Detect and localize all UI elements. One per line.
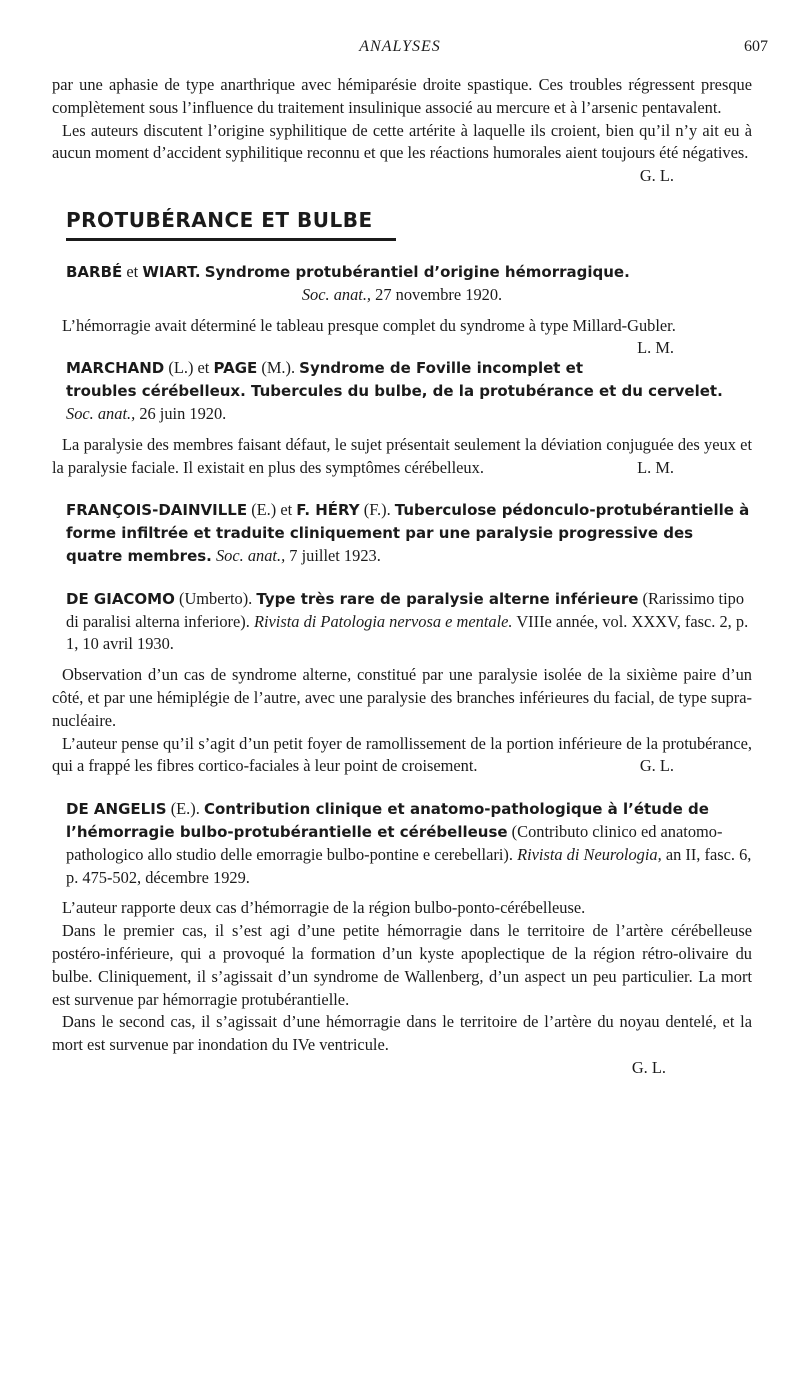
entry-authors: MARCHAND bbox=[66, 359, 165, 378]
entry-authors-2: F. HÉRY bbox=[296, 501, 360, 520]
entry-authors-initial: (L.) bbox=[168, 358, 194, 378]
entry-signature: G. L. bbox=[639, 756, 674, 776]
entry-reference-line bbox=[52, 284, 752, 307]
entry-date: an II, fasc. 6, p. 475-502, décembre 1929. bbox=[66, 844, 752, 887]
running-title: ANALYSES bbox=[359, 38, 441, 55]
entry-heading bbox=[66, 261, 752, 284]
entry-authors: FRANÇOIS-DAINVILLE bbox=[66, 501, 248, 520]
entry-body-1: Observation d’un cas de syndrome alterne, constitué par une paralysie isolée de la sixième paire d’un côté, et par une hémiplégie de l’autre, avec une paralysie des branches inférieures du facial, de type supra-nucléaire. bbox=[52, 665, 752, 730]
entry-heading bbox=[66, 588, 752, 656]
entry-date: 26 juin 1920. bbox=[139, 403, 227, 423]
entry-body bbox=[52, 315, 752, 358]
entry-reference: Rivista di Patologia nervosa e mentale. bbox=[253, 611, 513, 631]
entry-et: et bbox=[126, 261, 139, 281]
entry-authors-2-initial: (M.). bbox=[261, 358, 296, 378]
entry-reference: Rivista di Neurologia, bbox=[517, 844, 662, 864]
intro-signature: G. L. bbox=[639, 166, 674, 186]
entry-body-2: Dans le premier cas, il s’est agi d’une petite hémorragie dans le territoire de l’artère cérébelleuse postéro-inférieure, qui a provoqué la formation d’un kyste apoplectique de la région rétro-olivaire du bulbe. Cliniquement, il s’agissait d’un syndrome de Wallenberg, d’un aspect un peu particulier. La mort est survenue par hémorragie protubérantielle. bbox=[52, 921, 752, 1009]
entry-authors: DE GIACOMO bbox=[66, 589, 175, 608]
entry-signature: L. M. bbox=[637, 338, 674, 358]
entry-body-3: Dans le second cas, il s’agissait d’une hémorragie dans le territoire de l’artère du noyau dentelé, et la mort est survenue par inondation du IVe ventricule. bbox=[52, 1012, 752, 1055]
intro-paragraph-2 bbox=[52, 120, 752, 186]
entry-body-2-text: L’auteur pense qu’il s’agit d’un petit foyer de ramollissement de la portion inférieure de la protubérance, qui a frappé les fibres cortico-faciales à leur point de croisement. bbox=[52, 733, 752, 776]
entry-body-text: La paralysie des membres faisant défaut, le sujet présentait seulement la déviation conjuguée des yeux et la paralysie faciale. Il existait en plus des symptômes cérébelleux. bbox=[52, 434, 752, 477]
entry-francois-dainville-hery bbox=[52, 499, 752, 567]
entry-reference: Soc. anat., bbox=[215, 545, 286, 565]
entry-authors: DE ANGELIS bbox=[66, 800, 167, 819]
entry-barbe-wiart bbox=[52, 261, 752, 358]
entry-de-angelis bbox=[52, 798, 752, 1080]
entry-authors-2: PAGE bbox=[213, 359, 258, 378]
entry-date: 27 novembre 1920. bbox=[375, 284, 503, 304]
section-title: PROTUBÉRANCE ET BULBE bbox=[66, 208, 373, 233]
entry-et: et bbox=[280, 500, 293, 520]
entry-title: Syndrome de Foville incomplet et troubles cérébelleux. Tubercules du bulbe, de la protubérance et du cervelet. bbox=[66, 359, 723, 401]
entry-reference: Soc. anat., bbox=[66, 403, 136, 423]
page-number: 607 bbox=[744, 38, 768, 55]
entry-subtitle: (Contributo clinico ed anatomo-pathologico allo studio delle emorragie bulbo-pontine e cerebellari). bbox=[66, 821, 723, 864]
entry-subtitle: (Rarissimo tipo di paralisi alterna inferiore). bbox=[66, 588, 745, 631]
entry-heading bbox=[66, 499, 752, 567]
entry-body-text: L’hémorragie avait déterminé le tableau presque complet du syndrome à type Millard-Gubler. bbox=[62, 315, 676, 335]
intro-paragraph-2-text: Les auteurs discutent l’origine syphilitique de cette artérite à laquelle ils croient, bien qu’il n’y ait eu à aucun moment d’accident syphilitique reconnu et que les réactions humorales aient toujours été négatives. bbox=[52, 120, 752, 163]
entry-authors-2-initial: (F.). bbox=[363, 500, 391, 520]
entry-date: 7 juillet 1923. bbox=[289, 545, 381, 565]
entry-authors-initial: (Umberto). bbox=[178, 588, 253, 608]
entry-reference: Soc. anat., bbox=[301, 284, 372, 304]
entry-authors: BARBÉ bbox=[66, 262, 123, 281]
entry-title: Contribution clinique et anatomo-pathologique à l’étude de l’hémorragie bulbo-protubérantielle et cérébelleuse bbox=[66, 800, 709, 841]
entry-body bbox=[52, 434, 752, 480]
entry-de-giacomo bbox=[52, 588, 752, 778]
entry-body-1: L’auteur rapporte deux cas d’hémorragie de la région bulbo-ponto-cérébelleuse. bbox=[62, 898, 586, 918]
entry-signature: G. L. bbox=[631, 1057, 666, 1077]
entry-heading bbox=[66, 798, 752, 889]
intro-paragraph-1: par une aphasie de type anarthrique avec hémiparésie droite spastique. Ces troubles régressent presque complètement sous l’influence du traitement insulinique associé au mercure et à l’arsenic pentavalent. bbox=[52, 75, 752, 117]
entry-authors-initial: (E.). bbox=[170, 799, 200, 819]
entry-signature: L. M. bbox=[637, 457, 674, 477]
entry-authors-initial: (E.) bbox=[251, 500, 277, 520]
entry-title: Type très rare de paralysie alterne inférieure bbox=[256, 589, 639, 608]
entry-title: Syndrome protubérantiel d’origine hémorragique. bbox=[204, 262, 630, 281]
entry-title: Tuberculose pédonculo-protubérantielle à forme infiltrée et traduite cliniquement par une paralysie progressive des quatre membres. bbox=[66, 501, 750, 565]
entry-body-2 bbox=[52, 733, 752, 779]
section-rule bbox=[66, 238, 396, 241]
entry-date: VIIIe année, vol. XXXV, fasc. 2, p. 1, 10 avril 1930. bbox=[66, 611, 749, 654]
entry-et: et bbox=[197, 358, 210, 378]
page-content bbox=[52, 74, 752, 1080]
entry-marchand-page bbox=[52, 357, 752, 479]
entry-heading bbox=[66, 357, 752, 425]
entry-authors-2: WIART. bbox=[142, 262, 201, 281]
